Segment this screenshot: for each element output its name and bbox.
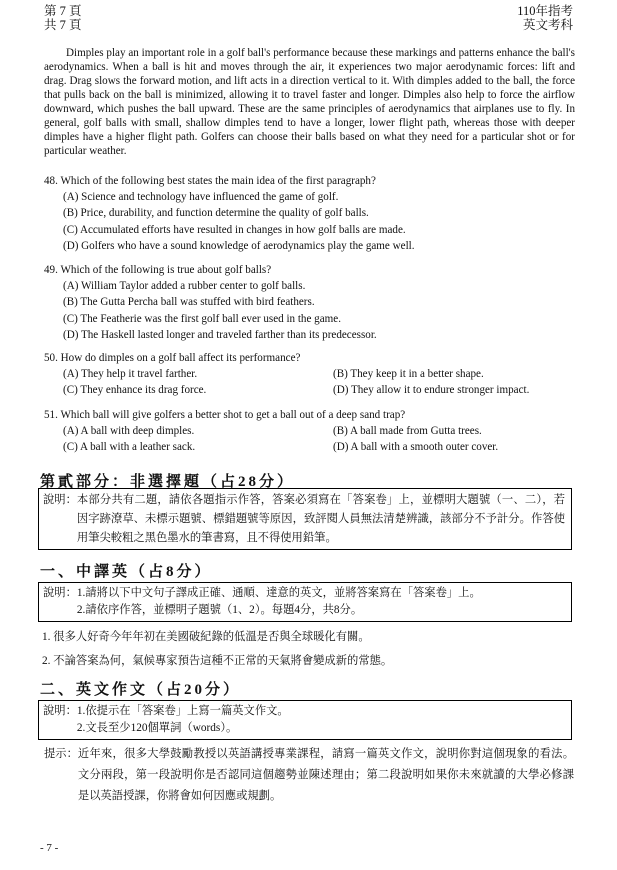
part2-instructions-box [38,488,572,550]
question-49 [44,262,584,343]
page-number-label: 第 7 頁 [44,4,82,18]
question-stem: 48. Which of the following best states the main idea of the first paragraph? [44,175,376,187]
question-stem: 51. Which ball will give golfers a better shot to get a ball out of a deep sand trap? [44,409,406,421]
note-text: 本部分共有二題，請依各題指示作答，答案必須寫在「答案卷」上，並標明大題號（一、二），若因字跡潦草、未標示題號、標錯題號等原因，致評閱人員無法清楚辨識，該部分不予計分。作答使用筆尖較粗之黑色墨水的筆書寫，且不得使用鉛筆。 [76,494,565,544]
exam-name: 110年指考 [517,4,573,18]
option-a: (A) They help it travel farther. [63,368,198,381]
option-d: (D) The Haskell lasted longer and traveled farther than its predecessor. [63,328,377,341]
composition-title: 二、英文作文（占20分） [40,682,242,698]
note-label: 說明： [43,494,77,506]
question-51 [44,407,584,456]
hint-text: 近年來，很多大學鼓勵教授以英語講授專業課程，請寫一篇英文作文，說明你對這個現象的看法。文分兩段，第一段說明你是否認同這個趨勢並陳述理由；第二段說明如果你未來就讀的大學必修課是以英語授課，你將會如何因應或規劃。 [77,748,574,802]
page-footer-number: - 7 - [40,842,59,854]
question-stem: 49. Which of the following is true about golf balls? [44,264,272,276]
note-line-1: 1.依提示在「答案卷」上寫一篇英文作文。 [76,705,289,717]
option-a: (A) Science and technology have influenced the game of golf. [63,191,339,204]
page-header-right [517,4,573,32]
subject-name: 英文考科 [522,18,573,32]
question-50 [44,350,584,399]
composition-instructions-box [38,700,572,740]
option-a: (A) A ball with deep dimples. [63,425,195,438]
hint-label: 提示： [44,748,78,760]
option-c: (C) Accumulated efforts have resulted in changes in how golf balls are made. [63,223,406,236]
question-48 [44,173,584,254]
part2-title: 第貳部分：非選擇題（占28分） [40,474,296,490]
option-a: (A) William Taylor added a rubber center to golf balls. [63,280,306,293]
option-b: (B) A ball made from Gutta trees. [333,425,482,438]
page-header-left [44,4,82,32]
translation-item-2: 2. 不論答案為何，氣候專家預告這種不正常的天氣將會變成新的常態。 [42,655,393,667]
note-line-2: 2.文長至少120個單詞（words）。 [76,722,238,734]
note-line-2: 2.請依序作答，並標明子題號（1、2）。每題4分，共8分。 [76,604,363,616]
option-d: (D) They allow it to endure stronger impact. [333,384,530,397]
translation-title: 一、中譯英（占8分） [40,564,213,580]
total-pages-label: 共 7 頁 [44,18,82,32]
question-stem: 50. How do dimples on a golf ball affect its performance? [44,352,301,364]
option-b: (B) They keep it in a better shape. [333,368,484,381]
note-label: 說明： [43,587,77,599]
translation-item-1: 1. 很多人好奇今年年初在美國破紀錄的低溫是否與全球暖化有關。 [42,631,370,643]
option-c: (C) They enhance its drag force. [63,384,207,397]
note-label: 說明： [43,705,77,717]
translation-instructions-box [38,582,572,622]
option-d: (D) Golfers who have a sound knowledge of aerodynamics play the game well. [63,239,415,252]
composition-hint [44,744,574,807]
option-c: (C) The Featherie was the first golf ball ever used in the game. [63,312,341,325]
option-b: (B) The Gutta Percha ball was stuffed with bird feathers. [63,296,315,309]
reading-passage: Dimples play an important role in a golf ball's performance because these markings and patterns enhance the ball's aerodynamics. When a ball is hit and moves through the air, it experiences two major aerodynamic forces: lift and drag. Drag slows the forward motion, and lift acts in a direction vertical to it. With dimples added to the ball, the force that pulls back on the ball is minimized, allowing it to travel faster and longer. Dimples also help to force the airflow downward, which pushes the ball upward. These are the same principles of aerodynamics that airplanes use to fly. In general, golf balls with small, shallow dimples tend to have a longer, lower flight path, whereas those with deeper dimples have a higher flight path. Golfers can choose their balls based on what they need for a particular shot or for particular weather. [44,47,575,158]
option-c: (C) A ball with a leather sack. [63,441,196,454]
option-b: (B) Price, durability, and function determine the quality of golf balls. [63,207,369,220]
option-d: (D) A ball with a smooth outer cover. [333,441,499,454]
note-line-1: 1.請將以下中文句子譯成正確、通順、達意的英文，並將答案寫在「答案卷」上。 [76,587,481,599]
